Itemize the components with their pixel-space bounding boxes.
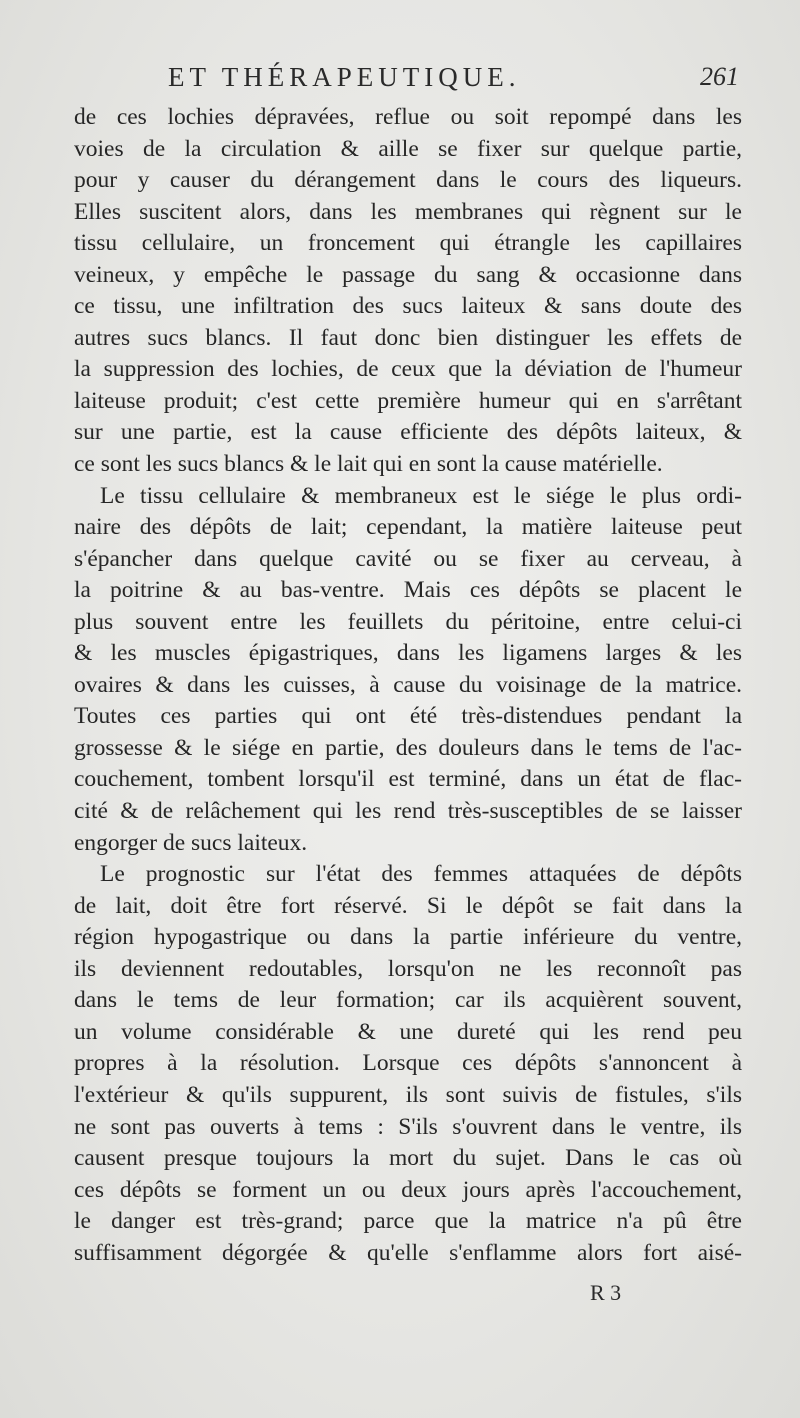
text-line: ils deviennent redoutables, lorsqu'on ne les reconnoît pas	[74, 955, 742, 982]
text-line: ovaires & dans les cuisses, à cause du voisinage de la matrice.	[74, 671, 742, 698]
text-line: région hypogastrique ou dans la partie inférieure du ventre,	[74, 924, 742, 951]
text-line: la poitrine & au bas-ventre. Mais ces dépôts se placent le	[74, 577, 742, 604]
text-line: Elles suscitent alors, dans les membranes qui règnent sur le	[74, 198, 742, 225]
text-line: dans le tems de leur formation; car ils acquièrent souvent,	[74, 987, 742, 1014]
text-line: suffisamment dégorgée & qu'elle s'enflamme alors fort aisé-	[74, 1239, 742, 1266]
paragraph-start-line: Le tissu cellulaire & membraneux est le siége le plus ordi-	[100, 482, 742, 509]
text-line: couchement, tombent lorsqu'il est terminé, dans un état de flac-	[74, 766, 742, 793]
text-line: grossesse & le siége en partie, des douleurs dans le tems de l'ac-	[74, 734, 742, 761]
text-line: ce tissu, une infiltration des sucs laiteux & sans doute des	[74, 293, 742, 320]
text-line: l'extérieur & qu'ils suppurent, ils sont suivis de fistules, s'ils	[74, 1081, 742, 1108]
text-line: cité & de relâchement qui les rend très-susceptibles de se laisser	[74, 798, 742, 825]
signature-mark: R 3	[590, 1280, 622, 1305]
text-line: laiteuse produit; c'est cette première humeur qui en s'arrêtant	[74, 387, 742, 414]
text-line: Toutes ces parties qui ont été très-distendues pendant la	[74, 703, 742, 730]
text-line: autres sucs blancs. Il faut donc bien distinguer les effets de	[74, 324, 742, 351]
text-line: engorger de sucs laiteux.	[74, 829, 308, 856]
text-line: & les muscles épigastriques, dans les ligamens larges & les	[74, 640, 742, 667]
text-line: de ces lochies dépravées, reflue ou soit repompé dans les	[74, 104, 742, 130]
page-number: 261	[700, 62, 739, 91]
text-line: ne sont pas ouverts à tems : S'ils s'ouvrent dans le ventre, ils	[74, 1113, 742, 1140]
text-line: la suppression des lochies, de ceux que la déviation de l'humeur	[74, 356, 742, 383]
text-line: pour y causer du dérangement dans le cours des liqueurs.	[74, 167, 742, 194]
text-line: le danger est très-grand; parce que la matrice n'a pû être	[74, 1208, 742, 1235]
text-line: causent presque toujours la mort du sujet. Dans le cas où	[74, 1145, 742, 1172]
running-head	[0, 62, 800, 96]
text-line: tissu cellulaire, un froncement qui étrangle les capillaires	[74, 230, 742, 257]
text-line: s'épancher dans quelque cavité ou se fixer au cerveau, à	[74, 545, 742, 572]
text-line: voies de la circulation & aille se fixer sur quelque partie,	[74, 135, 742, 162]
text-line: sur une partie, est la cause efficiente des dépôts laiteux, &	[74, 419, 742, 446]
text-line: un volume considérable & une dureté qui les rend peu	[74, 1018, 742, 1045]
body-text	[74, 102, 742, 1269]
text-line: naire des dépôts de lait; cependant, la matière laiteuse peut	[74, 514, 742, 541]
text-line: veineux, y empêche le passage du sang & occasionne dans	[74, 261, 742, 288]
text-line: propres à la résolution. Lorsque ces dépôts s'annoncent à	[74, 1050, 742, 1077]
text-line: de lait, doit être fort réservé. Si le dépôt se fait dans la	[74, 892, 742, 919]
paragraph-start-line: Le prognostic sur l'état des femmes attaquées de dépôts	[100, 861, 742, 888]
text-line: plus souvent entre les feuillets du péritoine, entre celui-ci	[74, 608, 742, 635]
text-line: ce sont les sucs blancs & le lait qui en sont la cause matérielle.	[74, 451, 663, 478]
running-title: ET THÉRAPEUTIQUE.	[168, 62, 521, 92]
text-line: ces dépôts se forment un ou deux jours après l'accouchement,	[74, 1176, 742, 1203]
